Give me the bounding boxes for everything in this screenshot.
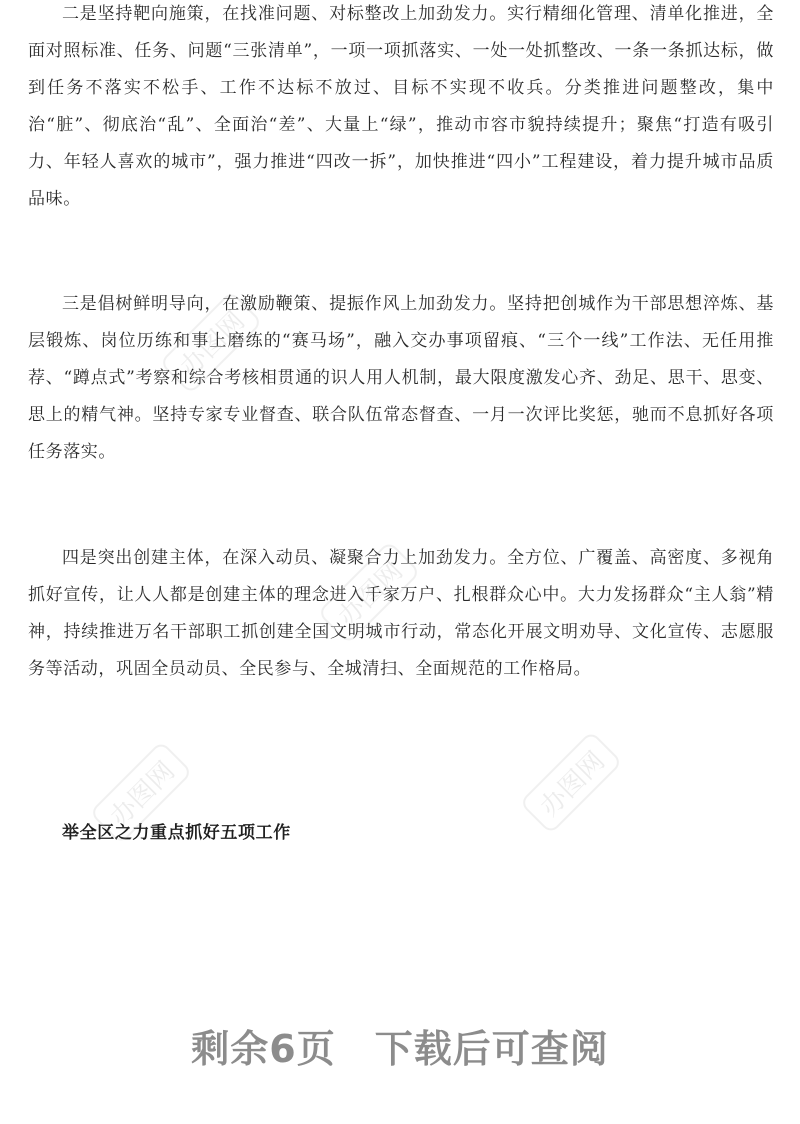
watermark-logo: 办图网 <box>317 541 421 645</box>
paragraph-three: 三是倡树鲜明导向，在激励鞭策、提振作风上加劲发力。坚持把创城作为干部思想淬炼、基层锻炼、岗位历练和事上磨练的“赛马场”，融入交办事项留痕、“三个一线”工作法、无任用推荐、“蹲点式”考察和综合考核相贯通的识人用人机制，最大限度激发心齐、劲足、思干、思变、思上的精气神。坚持专家专业督查、联合队伍常态督查、一月一次评比奖惩，驰而不息抓好各项任务落实。 <box>28 294 774 462</box>
paragraph-four: 四是突出创建主体，在深入动员、凝聚合力上加劲发力。全方位、广覆盖、高密度、多视角抓好宣传，让人人都是创建主体的理念进入千家万户、扎根群众心中。大力发扬群众“主人翁”精神，持续推进万名干部职工抓创建全国文明城市行动，常态化开展文明劝导、文化宣传、志愿服务等活动，巩固全员动员、全民参与、全城清扫、全面规范的工作格局。 <box>28 548 774 679</box>
watermark-logo: 办图网 <box>89 741 193 845</box>
download-prompt[interactable]: 剩余6页 下载后可查阅 <box>191 1027 609 1071</box>
watermark-logo: 办图网 <box>159 291 263 395</box>
paragraph-two: 二是坚持靶向施策，在找准问题、对标整改上加劲发力。实行精细化管理、清单化推进，全面对照标准、任务、问题“三张清单”，一项一项抓落实、一处一处抓整改、一条一条抓达标，做到任务不落实不松手、工作不达标不放过、目标不实现不收兵。分类推进问题整改，集中治“脏”、彻底治“乱”、全面治“差”、大量上“绿”，推动市容市貌持续提升；聚焦“打造有吸引力、年轻人喜欢的城市”，强力推进“四改一拆”，加快推进“四小”工程建设，着力提升城市品质品味。 <box>28 4 774 209</box>
watermark-logo: 办图网 <box>519 731 623 835</box>
section-heading: 举全区之力重点抓好五项工作 <box>62 823 291 843</box>
